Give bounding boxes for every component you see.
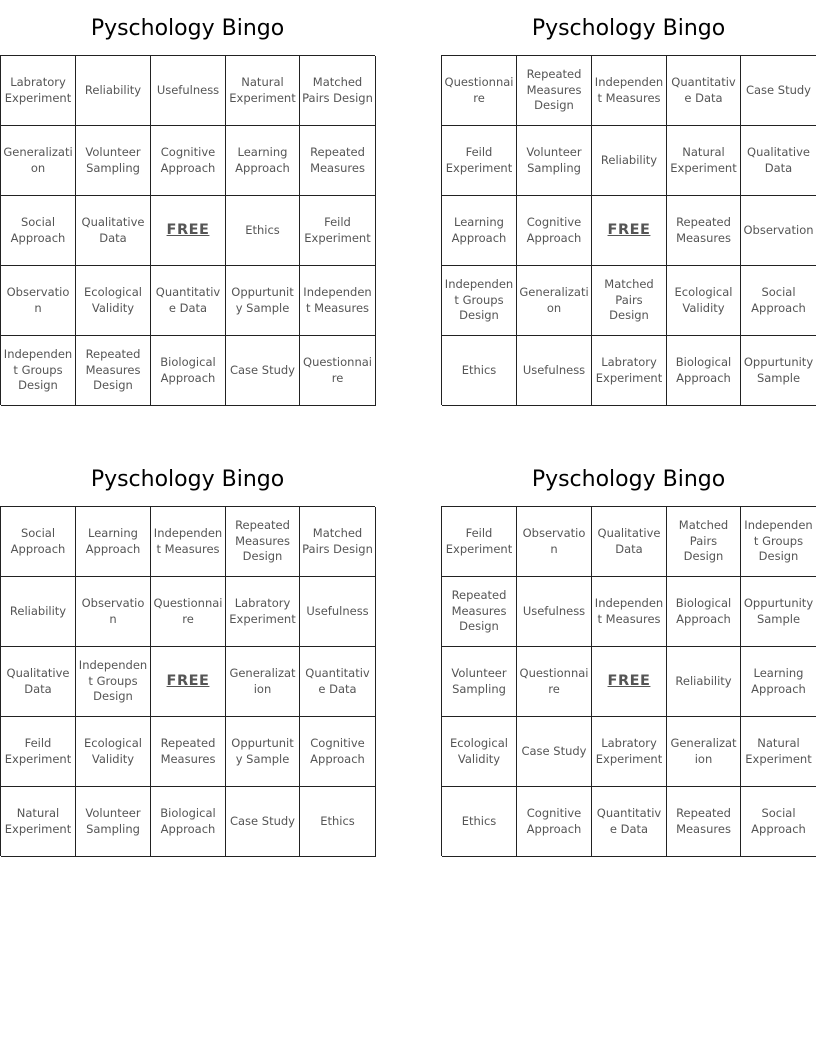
- bingo-cell: Ethics: [226, 196, 300, 266]
- bingo-cell: Independent Measures: [592, 56, 667, 126]
- free-space: FREE: [151, 647, 226, 717]
- bingo-cell: Oppurtunity Sample: [741, 577, 816, 647]
- bingo-cell: Usefulness: [300, 577, 376, 647]
- bingo-cell: Natural Experiment: [741, 717, 816, 787]
- bingo-cell: Generalization: [667, 717, 741, 787]
- bingo-cell: Learning Approach: [226, 126, 300, 196]
- bingo-cell: Independent Measures: [592, 577, 667, 647]
- bingo-cell: Usefulness: [517, 577, 592, 647]
- bingo-cell: Questionnaire: [151, 577, 226, 647]
- bingo-cell: Generalization: [1, 126, 76, 196]
- bingo-cell: Cognitive Approach: [517, 196, 592, 266]
- bingo-cell: Ecological Validity: [76, 717, 151, 787]
- bingo-cell: Learning Approach: [76, 507, 151, 577]
- bingo-cell: Matched Pairs Design: [592, 266, 667, 336]
- bingo-cell: Social Approach: [1, 507, 76, 577]
- bingo-cell: Independent Measures: [151, 507, 226, 577]
- bingo-cell: Cognitive Approach: [151, 126, 226, 196]
- bingo-grid: [0, 55, 375, 405]
- bingo-cell: Ecological Validity: [442, 717, 517, 787]
- bingo-cell: Reliability: [667, 647, 741, 717]
- bingo-cell: Case Study: [741, 56, 816, 126]
- bingo-cell: Case Study: [226, 787, 300, 857]
- bingo-cell: Case Study: [517, 717, 592, 787]
- bingo-cell: Ecological Validity: [76, 266, 151, 336]
- bingo-cell: Ethics: [300, 787, 376, 857]
- bingo-cell: Learning Approach: [741, 647, 816, 717]
- bingo-cell: Labratory Experiment: [592, 717, 667, 787]
- bingo-cell: Questionnaire: [442, 56, 517, 126]
- bingo-cell: Case Study: [226, 336, 300, 406]
- bingo-cell: Qualitative Data: [76, 196, 151, 266]
- bingo-cell: Oppurtunity Sample: [226, 266, 300, 336]
- bingo-cell: Natural Experiment: [226, 56, 300, 126]
- bingo-cell: Labratory Experiment: [1, 56, 76, 126]
- bingo-cell: Independent Groups Design: [741, 507, 816, 577]
- bingo-cell: Usefulness: [517, 336, 592, 406]
- bingo-cell: Generalization: [517, 266, 592, 336]
- card-title: Pyschology Bingo: [531, 16, 726, 41]
- card-title: Pyschology Bingo: [90, 16, 285, 41]
- bingo-cell: Volunteer Sampling: [442, 647, 517, 717]
- bingo-grid: [441, 506, 816, 856]
- bingo-cell: Repeated Measures: [667, 787, 741, 857]
- bingo-cell: Labratory Experiment: [226, 577, 300, 647]
- bingo-cell: Repeated Measures: [151, 717, 226, 787]
- bingo-cell: Quantitative Data: [592, 787, 667, 857]
- bingo-cell: Quantitative Data: [667, 56, 741, 126]
- bingo-cell: Natural Experiment: [1, 787, 76, 857]
- bingo-cell: Ethics: [442, 787, 517, 857]
- bingo-cell: Volunteer Sampling: [517, 126, 592, 196]
- free-space: FREE: [151, 196, 226, 266]
- bingo-cell: Social Approach: [1, 196, 76, 266]
- bingo-cell: Oppurtunity Sample: [741, 336, 816, 406]
- bingo-cell: Labratory Experiment: [592, 336, 667, 406]
- bingo-cell: Feild Experiment: [300, 196, 376, 266]
- free-space: FREE: [592, 647, 667, 717]
- bingo-cell: Repeated Measures: [300, 126, 376, 196]
- bingo-cell: Biological Approach: [667, 336, 741, 406]
- bingo-cell: Observation: [76, 577, 151, 647]
- bingo-cell: Feild Experiment: [1, 717, 76, 787]
- bingo-cell: Independent Groups Design: [442, 266, 517, 336]
- bingo-cell: Questionnaire: [517, 647, 592, 717]
- bingo-cell: Volunteer Sampling: [76, 126, 151, 196]
- bingo-cell: Volunteer Sampling: [76, 787, 151, 857]
- bingo-cell: Reliability: [76, 56, 151, 126]
- bingo-cell: Quantitative Data: [151, 266, 226, 336]
- bingo-cell: Observation: [741, 196, 816, 266]
- bingo-cell: Independent Groups Design: [76, 647, 151, 717]
- bingo-cell: Cognitive Approach: [517, 787, 592, 857]
- bingo-cell: Cognitive Approach: [300, 717, 376, 787]
- bingo-cell: Biological Approach: [667, 577, 741, 647]
- bingo-cell: Reliability: [1, 577, 76, 647]
- bingo-cell: Qualitative Data: [741, 126, 816, 196]
- bingo-cell: Feild Experiment: [442, 507, 517, 577]
- card-title: Pyschology Bingo: [90, 467, 285, 492]
- bingo-cell: Feild Experiment: [442, 126, 517, 196]
- bingo-cell: Matched Pairs Design: [667, 507, 741, 577]
- card-title: Pyschology Bingo: [531, 467, 726, 492]
- bingo-cell: Independent Groups Design: [1, 336, 76, 406]
- bingo-cell: Observation: [1, 266, 76, 336]
- bingo-cell: Usefulness: [151, 56, 226, 126]
- bingo-cell: Repeated Measures Design: [226, 507, 300, 577]
- bingo-cell: Natural Experiment: [667, 126, 741, 196]
- bingo-cell: Quantitative Data: [300, 647, 376, 717]
- bingo-cell: Matched Pairs Design: [300, 507, 376, 577]
- bingo-cell: Questionnaire: [300, 336, 376, 406]
- bingo-cell: Ecological Validity: [667, 266, 741, 336]
- bingo-cell: Qualitative Data: [1, 647, 76, 717]
- bingo-cell: Reliability: [592, 126, 667, 196]
- bingo-cell: Biological Approach: [151, 336, 226, 406]
- bingo-cell: Social Approach: [741, 787, 816, 857]
- bingo-cell: Qualitative Data: [592, 507, 667, 577]
- bingo-cell: Observation: [517, 507, 592, 577]
- bingo-cell: Repeated Measures Design: [76, 336, 151, 406]
- bingo-cell: Independent Measures: [300, 266, 376, 336]
- bingo-grid: [0, 506, 375, 856]
- bingo-cell: Social Approach: [741, 266, 816, 336]
- bingo-grid: [441, 55, 816, 405]
- bingo-cell: Biological Approach: [151, 787, 226, 857]
- free-space: FREE: [592, 196, 667, 266]
- bingo-cell: Ethics: [442, 336, 517, 406]
- bingo-cell: Learning Approach: [442, 196, 517, 266]
- bingo-cell: Matched Pairs Design: [300, 56, 376, 126]
- bingo-cell: Repeated Measures Design: [442, 577, 517, 647]
- bingo-cell: Oppurtunity Sample: [226, 717, 300, 787]
- bingo-cell: Generalization: [226, 647, 300, 717]
- bingo-cell: Repeated Measures Design: [517, 56, 592, 126]
- bingo-cell: Repeated Measures: [667, 196, 741, 266]
